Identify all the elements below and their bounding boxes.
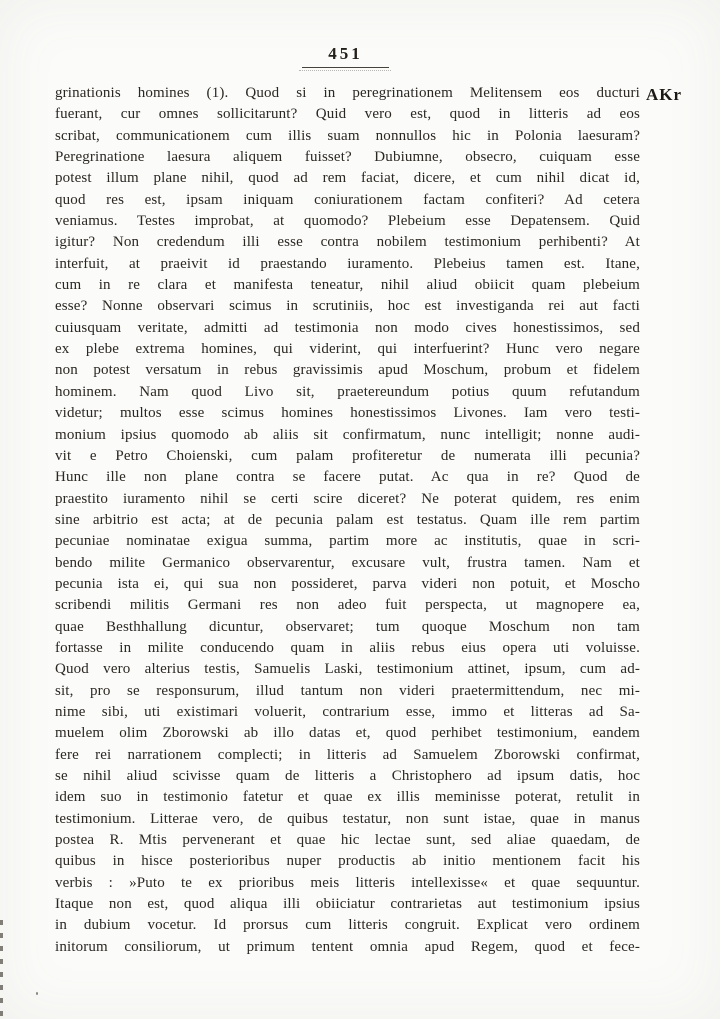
text-line: initorum consiliorum, ut primum tentent omnia apud Regem, quod et fece- (55, 938, 640, 955)
text-line: pecuniae nominatae exigua summa, partim more ac institutis, quae in scri- (55, 533, 640, 550)
text-line: Hunc ille non plane contra se facere putat. Ac qua in re? Quod de (55, 469, 640, 486)
text-line: cuiusquam veritate, admitti ad testimonia non modo cives honestissimos, sed (55, 319, 640, 336)
text-line: postea R. Mtis pervenerant et quae hic lectae sunt, sed aliae quaedam, de (55, 832, 640, 849)
text-line: potest illum plane nihil, quod ad rem faciat, dicere, et cum nihil dicat id, (55, 170, 640, 187)
text-line: scribat, communicationem cum illis suam nonnullos hic in Polonia laesuram? (55, 127, 640, 144)
text-line: Peregrinatione laesura aliquem fuisset? Dubiumne, obsecro, cuiquam esse (55, 149, 640, 166)
page-number-underline-shadow (299, 70, 391, 71)
text-line: sit, pro se responsurum, illud tantum non videri praetermittendum, nec mi- (55, 682, 640, 699)
text-line: se nihil aliud scivisse quam de litteris a Christophero ad ipsum datis, hoc (55, 768, 640, 784)
text-line: nime sibi, uti existimari voluerit, contrarium esse, immo et litteras ad Sa- (55, 703, 640, 720)
text-line: fortasse in milite conducendo quam in aliis rebus eius opera uti voluisse. (55, 639, 640, 656)
text-line: verbis : »Puto te ex prioribus meis litteris intellexisse« et quae sequuntur. (55, 874, 640, 891)
text-line: praestito iuramento nihil se certi scire diceret? Ne poterat quidem, res enim (55, 490, 640, 507)
text-line: muelem olim Zborowski ab illo datas et, quod perhibet testimonium, eandem (55, 725, 640, 742)
scan-edge-artifact (0, 920, 3, 1018)
text-line: Itaque non est, quod aliqua illi obiiciatur contrarietas aut testimonium ipsius (55, 896, 640, 913)
margin-note: AKr (646, 85, 683, 104)
text-line: quod res est, ipsam iniquam coniurationem factam confiteri? Ad cetera (55, 191, 640, 208)
text-line: ex plebe extrema homines, qui viderint, qui interfuerint? Hunc vero negare (55, 341, 640, 358)
text-line: igitur? Non credendum illi esse contra nobilem testimonium perhibenti? At (55, 234, 640, 251)
text-line: quae Besthhallung dicuntur, observaret; tum quoque Moschum non tam (55, 618, 640, 635)
text-line: bendo milite Germanico observarentur, excusare vult, frustra tamen. Nam et (55, 554, 640, 571)
text-line: fere rei narrationem complecti; in litteris ad Samuelem Zborowski confirmat, (55, 746, 640, 763)
text-line: in dubium vocetur. Id prorsus cum litteris congruit. Explicat vero ordinem (55, 917, 640, 934)
text-line: fuerant, cur omnes sollicitarunt? Quid vero est, quod in litteris ad eos (55, 106, 640, 123)
text-line: testimonium. Litterae vero, de quibus testatur, non sunt istae, quae in manus (55, 810, 640, 827)
body-text (55, 83, 640, 958)
text-line: hominem. Nam quod Livo sit, praetereundum potius quum refutandum (55, 383, 640, 400)
page-number: 451 (328, 44, 363, 63)
text-line: vit e Petro Choienski, cum palam profiteretur de numerata illi pecunia? (55, 447, 640, 464)
text-line: idem suo in testimonio fatetur et quae ex illis meminisse poterat, retulit in (55, 789, 640, 806)
text-line: videtur; multos esse scimus homines honestissimos Livones. Iam vero testi- (55, 405, 640, 422)
text-line: pecunia ista ei, qui sua non possideret, parva videri non potuit, et Moscho (55, 575, 640, 592)
text-line: scribendi militis Germani res non adeo fuit perspecta, ut magnopere ea, (55, 597, 640, 614)
text-line: veniamus. Testes improbat, at quomodo? Plebeium esse Depatensem. Quid (55, 213, 640, 230)
scan-speck (36, 992, 38, 995)
text-line: esse? Nonne observari scimus in scrutiniis, hoc est investiganda rei aut facti (55, 298, 640, 315)
text-line: interfuit, at praeivit id praestando iuramento. Plebeius tamen est. Itane, (55, 255, 640, 272)
text-line: quibus in hisce posterioribus nuper productis ab initio mentionem facit his (55, 853, 640, 870)
page-number-underline (302, 67, 389, 68)
text-line: non potest versatum in rebus gravissimis apud Moschum, probum et fidelem (55, 362, 640, 379)
text-line: monium ipsius quomodo ab aliis sit confirmatum, nunc intelligit; nonne audi- (55, 426, 640, 443)
text-line: grinationis homines (1). Quod si in peregrinationem Melitensem eos ducturi (55, 85, 640, 101)
text-line: Quod vero alterius testis, Samuelis Laski, testimonium attinet, ipsum, cum ad- (55, 661, 640, 678)
text-line: cum in re clara et manifesta teneatur, nihil aliud obiicit quam plebeium (55, 277, 640, 294)
text-line: sine arbitrio est acta; at de pecunia palam est testatus. Quam ille rem partim (55, 511, 640, 528)
